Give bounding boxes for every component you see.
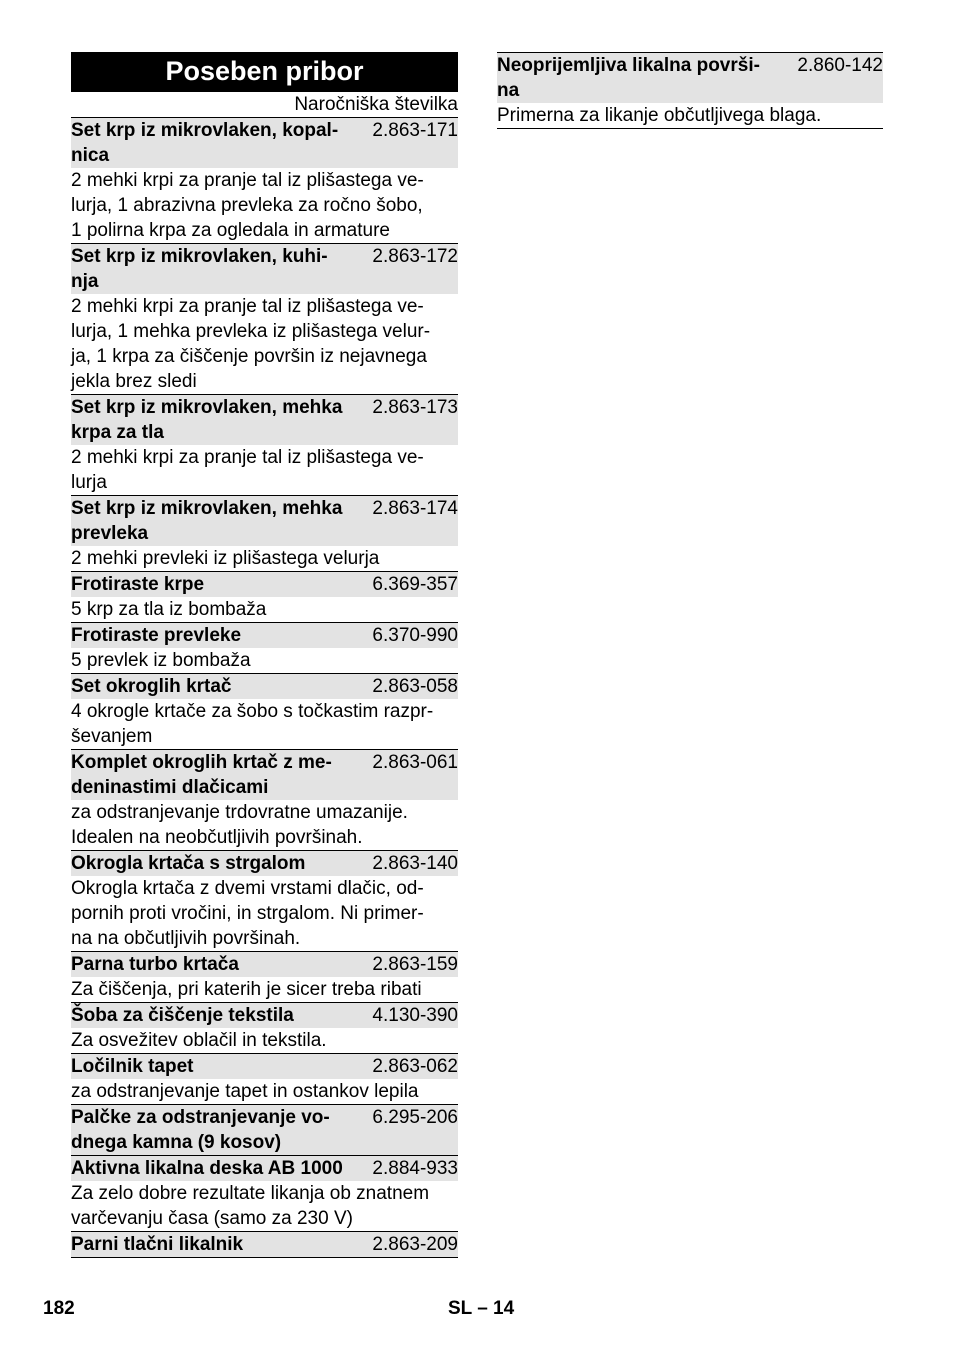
language-page-label: SL – 14 — [448, 1298, 515, 1319]
accessory-name: Set krp iz mikrovlaken, mehka prevleka — [71, 498, 343, 544]
accessory-item-header — [71, 851, 458, 876]
accessory-item-header — [71, 1003, 458, 1028]
order-number: 6.369-357 — [372, 574, 458, 595]
accessory-item-header — [71, 244, 458, 294]
accessory-item-header — [71, 395, 458, 445]
accessory-item — [71, 1232, 458, 1258]
accessory-description: 2 mehki krpi za pranje tal iz plišastega ve- lurja — [71, 447, 424, 493]
order-number: 2.863-171 — [372, 120, 458, 141]
order-number: 2.860-142 — [797, 55, 883, 76]
order-number: 2.863-140 — [372, 853, 458, 874]
accessory-name: Frotiraste prevleke — [71, 625, 242, 646]
accessory-description: Okrogla krtača z dvemi vrstami dlačic, od- pornih proti vročini, in strgalom. Ni primer- na na občutljivih površinah. — [71, 878, 424, 949]
accessory-item-header — [71, 952, 458, 977]
accessory-list-continued — [497, 52, 883, 129]
accessory-item — [71, 496, 458, 572]
order-number: 4.130-390 — [372, 1005, 458, 1026]
accessory-description: 2 mehki krpi za pranje tal iz plišastega ve- lurja, 1 abrazivna prevleka za ročno šobo, 1 polirna krpa za ogledala in armature — [71, 170, 424, 241]
order-number: 2.863-209 — [372, 1234, 458, 1255]
order-number: 2.863-061 — [372, 752, 458, 773]
order-number: 6.295-206 — [372, 1107, 458, 1128]
accessory-item-header — [71, 1232, 458, 1257]
accessory-item-header — [71, 1156, 458, 1181]
accessory-item-header — [71, 1054, 458, 1079]
accessory-name: Set krp iz mikrovlaken, kopal- nica — [71, 120, 339, 166]
accessory-item-header — [71, 674, 458, 699]
accessory-item-header — [71, 572, 458, 597]
accessory-item — [71, 244, 458, 395]
order-number-header: Naročniška številka — [71, 92, 458, 118]
order-number: 2.863-173 — [372, 397, 458, 418]
accessory-name: Parni tlačni likalnik — [71, 1234, 244, 1255]
accessory-item-header — [71, 496, 458, 546]
order-number: 2.863-159 — [372, 954, 458, 975]
accessory-item — [71, 851, 458, 952]
accessory-list — [71, 118, 458, 1258]
order-number: 2.863-058 — [372, 676, 458, 697]
accessory-name: Parna turbo krtača — [71, 954, 239, 975]
accessory-item — [71, 1156, 458, 1232]
accessory-description: 4 okrogle krtače za šobo s točkastim razpr- ševanjem — [71, 701, 434, 747]
accessory-description: 2 mehki prevleki iz plišastega velurja — [71, 548, 380, 569]
accessory-description: za odstranjevanje trdovratne umazanije. Idealen na neobčutljivih površinah. — [71, 802, 408, 848]
accessory-description: 5 prevlek iz bombaža — [71, 650, 251, 671]
accessory-item — [497, 53, 883, 129]
accessory-name: Okrogla krtača s strgalom — [71, 853, 306, 874]
order-number: 2.863-062 — [372, 1056, 458, 1077]
accessory-name: Set krp iz mikrovlaken, mehka krpa za tla — [71, 397, 343, 443]
accessory-description: Za osvežitev oblačil in tekstila. — [71, 1030, 327, 1051]
accessory-item-header — [71, 1105, 458, 1155]
order-number: 2.863-174 — [372, 498, 458, 519]
accessory-description: 2 mehki krpi za pranje tal iz plišastega ve- lurja, 1 mehka prevleka iz plišastega velur- ja, 1 krpa za čiščenje površin iz nejavnega jekla brez sledi — [71, 296, 431, 392]
accessory-item — [71, 1003, 458, 1054]
order-number: 2.884-933 — [372, 1158, 458, 1179]
accessory-item — [71, 572, 458, 623]
accessory-name: Palčke za odstranjevanje vo- dnega kamna (9 kosov) — [71, 1107, 330, 1153]
accessory-item-header — [71, 623, 458, 648]
right-column — [497, 52, 883, 129]
accessory-item — [71, 952, 458, 1003]
accessory-description: Za zelo dobre rezultate likanja ob znatnem varčevanju časa (samo za 230 V) — [71, 1183, 430, 1229]
accessory-item — [71, 395, 458, 496]
accessory-name: Set krp iz mikrovlaken, kuhi- nja — [71, 246, 328, 292]
accessory-item-header — [497, 53, 883, 103]
page-number: 182 — [43, 1298, 75, 1319]
accessory-item — [71, 750, 458, 851]
accessory-name: Neoprijemljiva likalna površi- na — [497, 55, 760, 101]
accessory-item — [71, 1054, 458, 1105]
accessory-name: Komplet okroglih krtač z me- deninastimi dlačicami — [71, 752, 332, 798]
accessory-name: Ločilnik tapet — [71, 1056, 194, 1077]
accessory-item — [71, 674, 458, 750]
section-title: Poseben pribor — [71, 52, 458, 92]
accessory-item — [71, 1105, 458, 1156]
accessory-item-header — [71, 118, 458, 168]
accessory-name: Frotiraste krpe — [71, 574, 205, 595]
order-number: 6.370-990 — [372, 625, 458, 646]
accessory-description: Za čiščenja, pri katerih je sicer treba ribati — [71, 979, 422, 1000]
accessory-description: Primerna za likanje občutljivega blaga. — [497, 105, 822, 126]
accessory-name: Šoba za čiščenje tekstila — [71, 1005, 294, 1026]
accessory-description: za odstranjevanje tapet in ostankov lepila — [71, 1081, 419, 1102]
order-number: 2.863-172 — [372, 246, 458, 267]
accessory-name: Aktivna likalna deska AB 1000 — [71, 1158, 343, 1179]
accessory-item — [71, 623, 458, 674]
accessory-name: Set okroglih krtač — [71, 676, 232, 697]
left-column — [71, 52, 458, 1258]
accessory-description: 5 krp za tla iz bombaža — [71, 599, 267, 620]
accessory-item-header — [71, 750, 458, 800]
accessory-item — [71, 118, 458, 244]
